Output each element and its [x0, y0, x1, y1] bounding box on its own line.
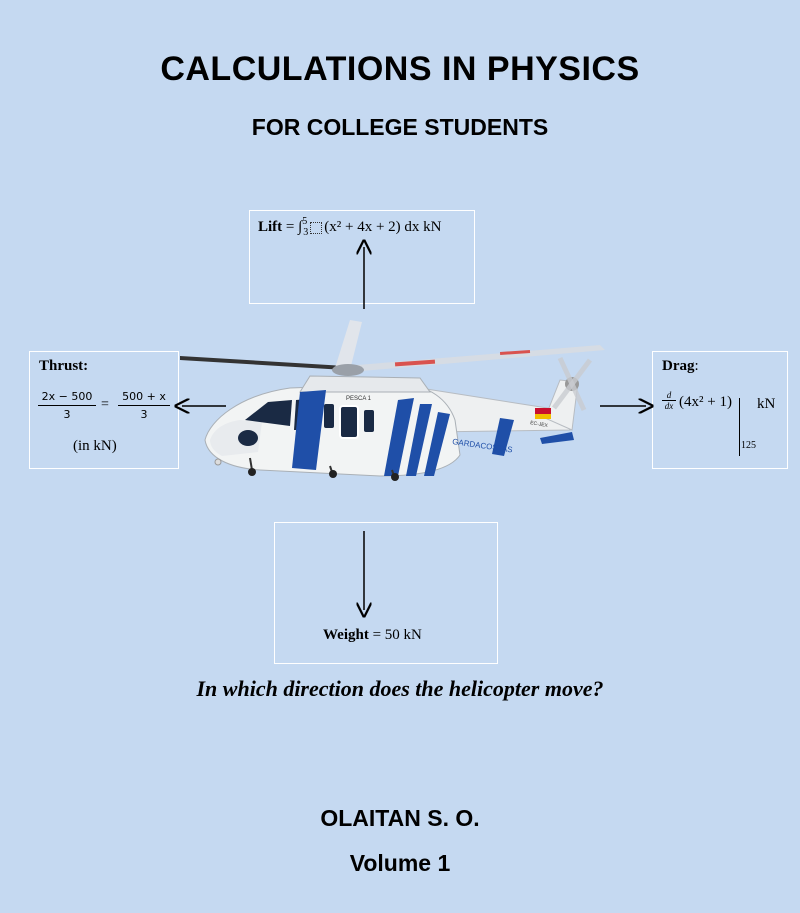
thrust-right-denominator: 3 — [140, 408, 148, 421]
lift-lower-limit: 3 — [303, 227, 309, 238]
lift-upper-limit: 5 — [302, 216, 308, 227]
drag-evaluation-point: 125 — [741, 440, 756, 451]
lift-integral-sign: = ∫ — [282, 219, 303, 235]
volume-label: Volume 1 — [349, 850, 451, 876]
thrust-right-numerator: 500 + x — [118, 390, 170, 406]
main-rotor-icon — [180, 320, 605, 376]
book-title: CALCULATIONS IN PHYSICS — [160, 50, 640, 88]
side-text: GARDACOSTAS — [451, 437, 514, 455]
registration-text: PESCA 1 — [346, 396, 372, 402]
tail-text: EC-JEX — [529, 420, 549, 430]
drag-label: Drag: — [662, 358, 699, 374]
lift-label: Lift — [258, 219, 283, 235]
thrust-unit-note: (in kN) — [73, 438, 117, 454]
thrust-left-numerator: 2x − 500 — [38, 390, 96, 406]
lift-expression: (x² + 4x + 2) dx kN — [324, 219, 442, 235]
author-name: OLAITAN S. O. — [320, 805, 480, 831]
thrust-label: Thrust: — [39, 358, 89, 374]
drag-unit: kN — [757, 396, 776, 412]
derivative-operator: d dx — [662, 390, 676, 411]
book-subtitle: FOR COLLEGE STUDENTS — [251, 114, 549, 140]
cover-question: In which direction does the helicopter move? — [196, 676, 604, 701]
weight-equation: Weight = 50 kN — [323, 627, 422, 643]
thrust-equals: = — [101, 397, 109, 412]
drag-expression: (4x² + 1) — [679, 394, 732, 410]
thrust-left-denominator: 3 — [63, 408, 71, 421]
